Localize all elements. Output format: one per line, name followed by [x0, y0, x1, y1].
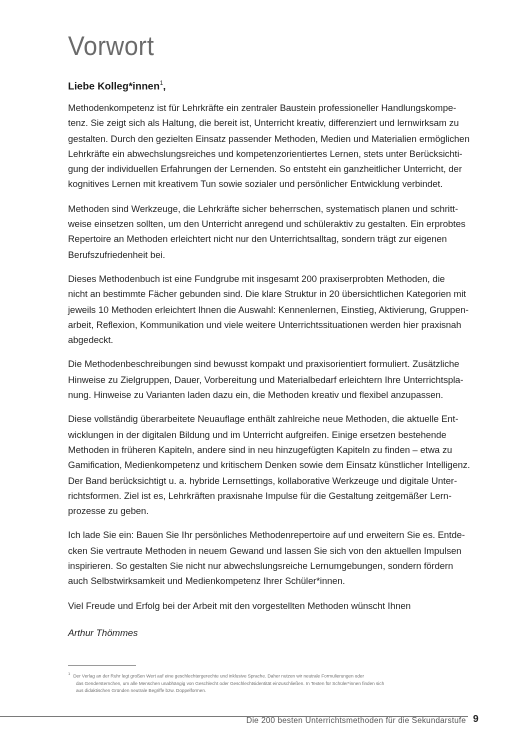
page-title: Vorwort: [68, 31, 155, 61]
text-line: arbeit, Reflexion, Kommunikation und viele weitere Unterrichtssituationen werden hier praxisnah: [68, 319, 462, 330]
paragraph: [68, 357, 488, 403]
author-signature: Arthur Thömmes: [68, 627, 138, 638]
paragraph: [68, 272, 488, 348]
text-line: Viel Freude und Erfolg bei der Arbeit mit den vorgestellten Methoden wünscht Ihnen: [68, 600, 411, 611]
text-line: Die Methodenbeschreibungen sind bewusst kompakt und praxisorientiert formuliert. Zusätzliche: [68, 359, 460, 370]
text-line: weise einsetzen sollten, um den Unterricht anregend und schüleraktiv zu gestalten. Ein erprobtes: [68, 219, 466, 230]
body-text: [68, 101, 488, 623]
text-line: kognitives Lernen mit kreativem Tun sowie sozialer und persönlicher Entwicklung verbindet.: [68, 179, 443, 190]
text-line: Der Band berücksichtigt u. a. hybride Lernsettings, kollaborative Werkzeuge und digitale Unter-: [68, 475, 458, 486]
paragraph: [68, 528, 488, 589]
paragraph: [68, 101, 488, 193]
footnote-marker: 1: [68, 671, 71, 676]
text-line: Diese vollständig überarbeitete Neuauflage enthält zahlreiche neue Methoden, die aktuelle Ent-: [68, 414, 459, 425]
text-line: Methoden sind Werkzeuge, die Lehrkräfte sicher beherrschen, systematisch planen und schritt-: [68, 203, 459, 214]
footnote-reference: 1: [159, 81, 164, 87]
text-line: Dieses Methodenbuch ist eine Fundgrube mit insgesamt 200 praxiserprobten Methoden, die: [68, 273, 445, 284]
text-line: Repertoire an Methoden erleichtert nicht nur den Unterrichtsalltag, sondern trägt zur eigenen: [68, 234, 447, 245]
text-line: prozesse zu geben.: [68, 506, 149, 517]
text-line: Hinweise zu Zielgruppen, Dauer, Vorbereitung und Materialbedarf erleichtern Ihre Unterrichtspla-: [68, 374, 464, 385]
paragraph: [68, 599, 488, 614]
text-line: tenz. Sie zeigt sich als Haltung, die bereit ist, Unterricht kreativ, differenziert und lernwirksam zu: [68, 118, 459, 129]
page-footer: [0, 712, 531, 732]
greeting-text: Liebe Kolleg*innen: [68, 81, 160, 93]
footnote-text: Der Verlag an der Ruhr legt großen Wert auf eine geschlechtergerechte und inklusive Sprache. Daher nutzen wir neutrale Formulierungen oder: [73, 673, 364, 679]
text-line: gestalten. Durch den gezielten Einsatz passender Methoden, Medien und Materialien ermöglichen: [68, 133, 470, 144]
text-line: wicklungen in der digitalen Bildung und im Unterricht aufgreifen. Einige ersetzen bestehende: [68, 429, 447, 440]
text-line: richtsformen. Ziel ist es, Lehrkräften praxisnahe Impulse für die Gestaltung zeitgemäßer Lern-: [68, 490, 452, 501]
greeting: Liebe Kolleg*innen$^1$,: [68, 81, 166, 93]
text-line: Methodenkompetenz ist für Lehrkräfte ein zentraler Baustein professioneller Handlungskompe-: [68, 103, 457, 113]
text-line: abgedeckt.: [68, 335, 114, 346]
text-line: nicht an bestimmte Fächer gebunden sind. Die klare Struktur in 20 übersichtlichen Kategorien mit: [68, 289, 466, 300]
text-line: cken Sie vertraute Methoden in neuem Gewand und lassen Sie sich von den aktuellen Impulsen: [68, 545, 462, 556]
text-line: Berufszufriedenheit bei.: [68, 249, 166, 260]
footnote-line: das Gendersternchen, um alle Menschen unabhängig von Geschlecht oder Geschlechtsidentität einzuschließen. In Texten für Schüler*innen finden sich: [76, 680, 385, 686]
text-line: Lehrkräfte ein abwechslungsreiches und kompetenzorientiertes Lernen, stets unter Berücksichti-: [68, 148, 463, 159]
footnote-divider: [68, 665, 136, 666]
text-line: nung. Hinweise zu Varianten laden dazu ein, die Methoden kreativ und flexibel anzupassen.: [68, 390, 444, 401]
footnote: [68, 670, 498, 694]
text-line: auch Selbstwirksamkeit und Medienkompetenz Ihrer Schüler*innen.: [68, 576, 346, 587]
footnote-line: [68, 670, 498, 680]
text-line: Methoden in früheren Kapiteln, andere sind in neu hinzugefügten Kapiteln zu finden – etwa zu: [68, 444, 453, 455]
text-line: jeweils 10 Methoden erleichtert Ihnen die Auswahl: Kennenlernen, Einstieg, Aktivierung, Gruppen-: [68, 304, 469, 315]
text-line: Ich lade Sie ein: Bauen Sie Ihr persönliches Methodenrepertoire auf und erweitern Sie es. Entde-: [68, 530, 465, 541]
page-number: 9: [473, 714, 479, 725]
text-line: Gamification, Medienkompetenz und kritischem Denken sowie dem Einsatz künstlicher Intelligenz.: [68, 460, 471, 471]
text-line: gung der individuellen Erfahrungen der Lernenden. So entsteht ein ganzheitlicher Unterricht, der: [68, 164, 462, 175]
paragraph: [68, 412, 488, 519]
footer-book-title: Die 200 besten Unterrichtsmethoden für die Sekundarstufe: [246, 716, 466, 725]
footnote-line: aus didaktischen Gründen neutrale Begriffe bzw. Doppelformen.: [76, 687, 207, 693]
paragraph: [68, 202, 488, 263]
text-line: inspirieren. So gestalten Sie nicht nur abwechslungsreiche Lernumgebungen, sondern fördern: [68, 561, 454, 572]
